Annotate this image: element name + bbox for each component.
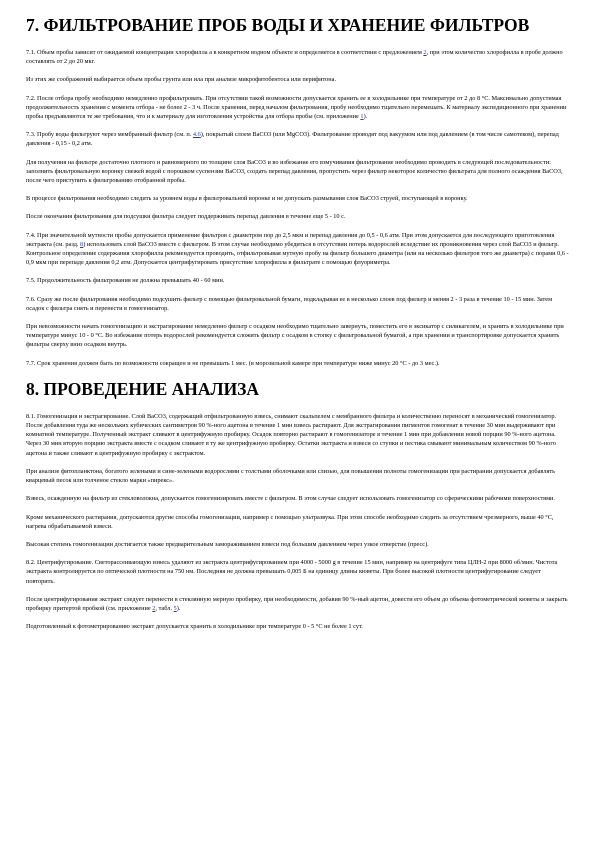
paragraph-7-4 bbox=[26, 231, 571, 268]
text: ). bbox=[176, 604, 181, 612]
text: 7.2. После отбора пробу необходимо немедленно профильтровать. При отсутствии такой возможности допускается хранить ее в холодильнике при температуре от 2 до 8 °С. Максимально допустимая продолжительность хранения с момента отбора - не более 2 - 3 ч. После хранения, перед началом фильтрования, пробу необходимо тщательно перемешать. К материалу экспедиционного при хранении пробы предъявляются те же требования, что и к материалу для изготовления устройства для отбора пробы (см. приложение bbox=[26, 94, 567, 121]
paragraph-7-6-storage: При невозможности начать гомогенизацию и экстрагирование немедленно фильтр с осадком необходимо тщательно завернуть, поместить его в эксикатор с силикагелем, и хранить в холодильнике при температуре минус 10 - 0 °С. Во избежание потерь водорослей рекомендуется сложить фильтр с осадком в стопку с фильтровальной бумагой, а при хранении и транспортировке допускается хранить фильтры сверху вниз осадком внутрь. bbox=[26, 323, 564, 349]
paragraph-8-2-transfer bbox=[26, 595, 571, 613]
link-item-4-6[interactable]: 4.6 bbox=[192, 131, 201, 139]
link-section-8[interactable]: 8 bbox=[80, 240, 84, 248]
text: , табл. bbox=[155, 604, 174, 612]
text: ), покрытый слоем BaCO3 (или MgCO3). Фильтрование проводят под вакуумом или под давлением (в том числе самотеком), перепад давления - 0,15 - 0,2 атм. bbox=[26, 131, 559, 148]
paragraph-7-6: 7.6. Сразу же после фильтрования необходимо подсушить фильтр с помощью фильтровальной бумаги, подкладывая ее в несколько слоев под фильтр и меняя 2 - 3 раза в течение 10 - 15 мин. Затем осадок с фильтра снять и перенести в гомогенизатор. bbox=[26, 295, 553, 312]
document-page bbox=[26, 14, 571, 640]
paragraph-8-1: 8.1. Гомогенизация и экстрагирование. Слой BaCO3, содержащий отфильтрованную взвесь, снимают скальпелем с мембранного фильтра и количественно переносят в механический гомогенизатор. После добавления туда же нескольких кубических сантиметров 90 %-ного ацетона в течение 1 мин взвесь растирают. Для экстрагирования пигментов гомогенат в течение 30 мин выдерживают при комнатной температуре. Полученный экстракт сливают в центрифужную пробирку. Осадок повторно растирают в гомогенизаторе в течение 1 мин при добавлении новой порции 90 %-ного ацетона. Через 30 мин вторую порцию экстракта вместе с осадком сливают в ту же центрифужную пробирку. Остатки экстракта и взвеси со ступки и пестика смывают минимальным количеством 90 %-ного ацетона и также сливают в центрифужную пробирку с экстрактом. bbox=[26, 412, 557, 457]
paragraph-8-2-storage: Подготовленный к фотометрированию экстракт допускается хранить в холодильнике при температуре 0 - 5 °С не более 1 сут. bbox=[26, 623, 363, 631]
text: , при этом количество хлорофилла в пробе должно составлять от 2 до 20 мкг. bbox=[26, 49, 563, 66]
text: 8.2. Центрифугирование. Светорассеивающую взвесь удаляют из экстракта центрифугированием при 4000 - 5000 g в течение 15 мин, например на центрифуге типа ЦЛН-2 при 8000 об/мин. Чистота экстракта контролируется по оптической плотности на 750 нм. Последняя не должна превышать 0,005 Б на единицу длины кюветы. При более высокой плотности центрифугирование следует повторить. bbox=[26, 559, 558, 585]
paragraph-7-3-filter-layer: Для получения на фильтре достаточно плотного и равномерного по толщине слоя BaCO3 и во избежание его взмучивания фильтрование необходимо проводить в следующей последовательности: заполнить фильтровальную воронку свежей водой с порошком суспензии BaCO3, создать перепад давления, пропустить через фильтр некоторое количество фильтрата для полного осаждения BaCO3, после чего приступить к фильтрованию отобранной пробы. bbox=[26, 158, 563, 185]
text: После центрифугирования экстракт следует перенести в стеклянную мерную пробирку, при необходимости, добавив 90 %-ный ацетон, довести его объем до объема фотометрической кюветы и закрыть пробирку притертой пробкой (см. приложение bbox=[26, 595, 568, 612]
text: 7.4. При значительной мутности пробы допускается применение фильтров с диаметром пор до 2,5 мкм и перепад давления до 0,5 - 0,6 атм. При этом допускается для последующего приготовления экстракта (см. разд. bbox=[26, 231, 555, 248]
paragraph-8-2 bbox=[26, 558, 571, 586]
link-appendix-2[interactable]: 2 bbox=[423, 49, 427, 56]
text: 7.3. Пробу воды фильтруют через мембранный фильтр (см. п. bbox=[26, 131, 193, 139]
paragraph-8-1-freezing: Высокая степень гомогенизации достигается также предварительным замораживанием взвеси под большим давлением через узкое отверстие (пресс). bbox=[26, 540, 429, 548]
paragraph-7-2 bbox=[26, 94, 571, 122]
paragraph-7-3-drying: После окончания фильтрования для подсушки фильтра следует поддерживать перепад давления в течение еще 5 - 10 с. bbox=[26, 213, 346, 221]
paragraph-7-1-note: Из этих же соображений выбирается объем пробы грунта или ила при анализе микрофитобентоса или перифитона. bbox=[26, 76, 337, 84]
text: ). bbox=[363, 113, 368, 121]
paragraph-8-1-phytoplankton: При анализе фитопланктона, богатого зелеными и сине-зелеными водорослями с толстыми оболочками или слизью, для повышения полноты гомогенизации при растирании допускается добавлять кварцевый песок или толченое стекло марки «пирекс». bbox=[26, 467, 555, 485]
paragraph-7-3-water-level: В процессе фильтрования необходимо следить за уровнем воды в фильтровальной воронке и не допускать размывания слоя BaCO3 струей, поступающей в воронку. bbox=[26, 195, 468, 203]
text: ) использовать слой BaCO3 вместе с фильтром. В этом случае необходимо убедиться в отсутствии потерь водорослей вследствие их проникновения через слой BaCO3 и фильтр. Контрольное определение содержания хлорофилла рекомендуется проводить, отфильтровывая мутную пробу на фильтр большего диаметра (или на несколько фильтров того же диаметра) с порами 0,6 - 0,9 мкм при перепаде давления 0,2 атм. Допускается центрифугировать присутствие хлорофилла в фильтрате с помощью флуориметра. bbox=[26, 240, 569, 267]
paragraph-7-1 bbox=[26, 48, 571, 66]
paragraph-8-1-glass-filter: Взвесь, осажденную на фильтр из стекловолокна, допускается гомогенизировать вместе с фильтром. В этом случае следует использовать гомогенизатор со сферическими рабочими поверхностями. bbox=[26, 495, 555, 503]
paragraph-8-1-ultrasound: Кроме механического растирания, допускаются другие способы гомогенизации, например с помощью ультразвука. При этом способе необходимо следить за отсутствием чрезмерного, выше 40 °С, нагрева обрабатываемой взвеси. bbox=[26, 513, 554, 530]
link-appendix-1[interactable]: 1 bbox=[360, 113, 364, 121]
link-table-5[interactable]: 5 bbox=[173, 604, 177, 612]
section-7-heading: 7. ФИЛЬТРОВАНИЕ ПРОБ ВОДЫ И ХРАНЕНИЕ ФИЛЬТРОВ bbox=[26, 15, 530, 35]
paragraph-7-5: 7.5. Продолжительность фильтрования не должна превышать 40 - 60 мин. bbox=[26, 277, 225, 285]
paragraph-7-3 bbox=[26, 130, 571, 148]
text: 7.1. Объем пробы зависит от ожидаемой концентрации хлорофилла а в конкретном водном объекте и определяется в соответствии с предложением bbox=[26, 49, 424, 56]
paragraph-7-7: 7.7. Срок хранения должен быть по возможности сокращен и не превышать 1 мес. (в морозильной камере при температуре ниже минус 20 °С - до 3 мес.). bbox=[26, 359, 440, 367]
section-8-heading: 8. ПРОВЕДЕНИЕ АНАЛИЗА bbox=[26, 378, 260, 399]
link-appendix-2[interactable]: 2 bbox=[152, 604, 156, 612]
